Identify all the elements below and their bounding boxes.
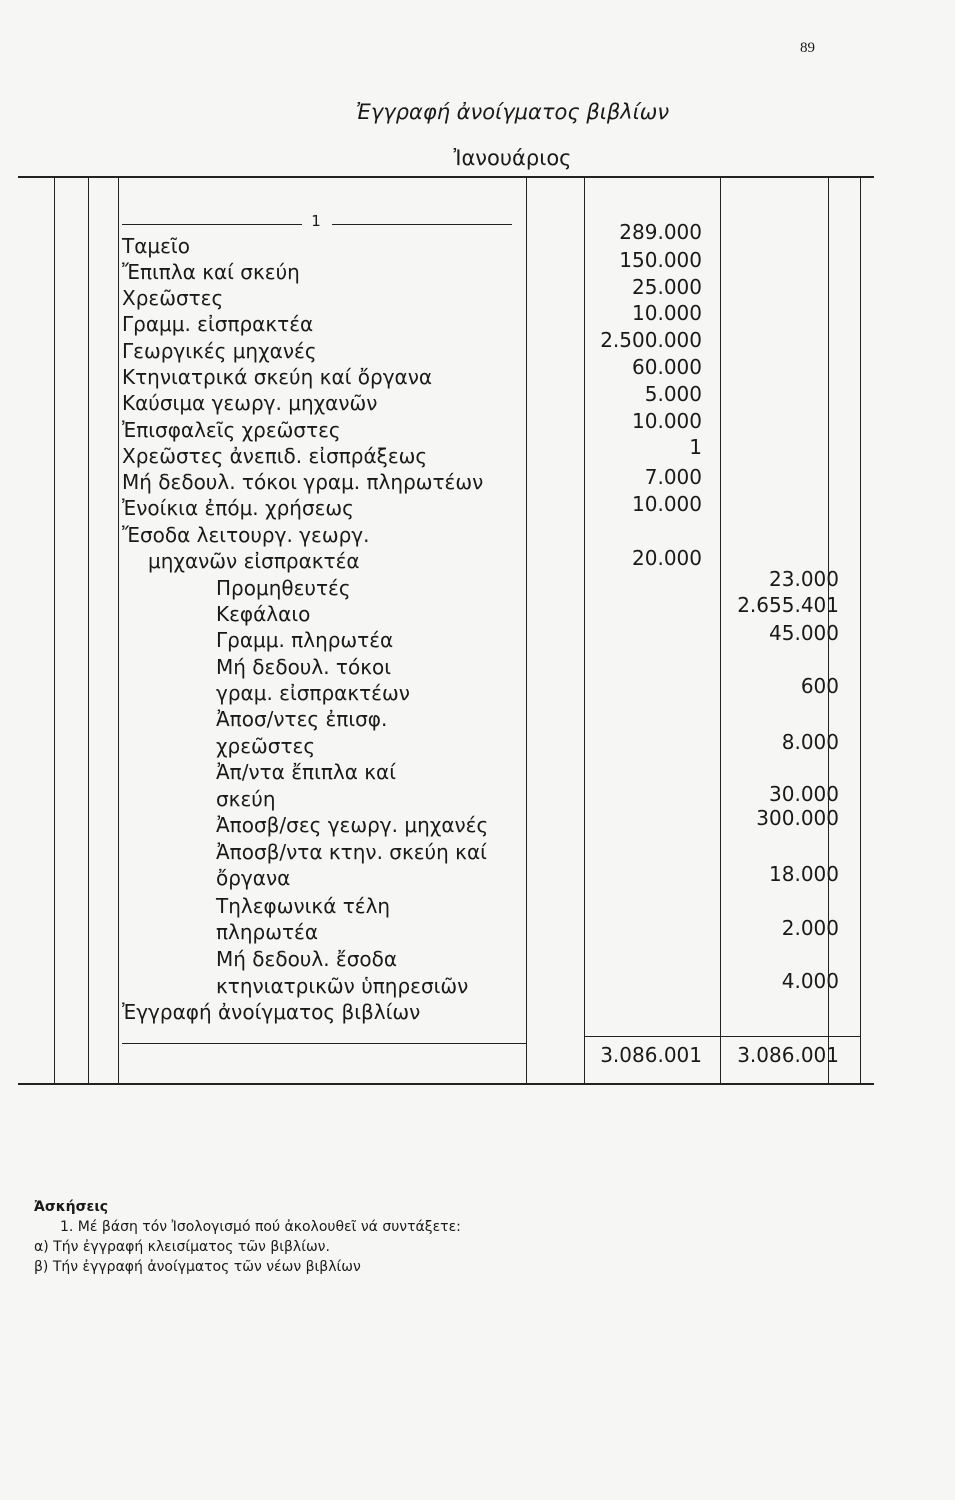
entry-separator bbox=[122, 212, 512, 230]
exercise-line: α) Τήν ἐγγραφή κλεισίματος τῶν βιβλίων. bbox=[34, 1239, 330, 1255]
debit-amount: 60.000 bbox=[632, 355, 702, 379]
debit-account: Χρεῶστες bbox=[122, 286, 224, 310]
credit-account: ὄργανα bbox=[216, 866, 291, 890]
debit-amount: 25.000 bbox=[632, 275, 702, 299]
exercises-heading: Ἀσκήσεις bbox=[34, 1199, 109, 1215]
debit-amount: 1 bbox=[689, 435, 702, 459]
credit-amount: 45.000 bbox=[769, 621, 839, 645]
column-rule bbox=[860, 178, 861, 1083]
debit-account: μηχανῶν εἰσπρακτέα bbox=[148, 549, 360, 573]
exercise-line: 1. Μέ βάση τόν Ἰσολογισμό πού ἀκολουθεῖ νά συντάξετε: bbox=[60, 1219, 461, 1235]
debit-amount: 20.000 bbox=[632, 546, 702, 570]
credit-amount: 23.000 bbox=[769, 567, 839, 591]
credit-account: Γραμμ. πληρωτέα bbox=[216, 628, 394, 652]
debit-amount: 5.000 bbox=[644, 382, 702, 406]
debit-account: Γραμμ. εἰσπρακτέα bbox=[122, 312, 314, 336]
credit-total: 3.086.001 bbox=[737, 1043, 839, 1067]
entry-closing-rule bbox=[122, 1043, 526, 1044]
credit-amount: 2.655.401 bbox=[737, 593, 839, 617]
credit-account: Ἀποσ/ντες ἐπισφ. bbox=[216, 707, 388, 731]
journal-table bbox=[18, 176, 874, 1085]
exercise-line: β) Τήν ἐγγραφή ἀνοίγματος τῶν νέων βιβλίων bbox=[34, 1259, 361, 1275]
entry-number: 1 bbox=[311, 212, 321, 230]
debit-amount: 10.000 bbox=[632, 301, 702, 325]
debit-amount: 10.000 bbox=[632, 409, 702, 433]
debit-total: 3.086.001 bbox=[600, 1043, 702, 1067]
column-rule bbox=[88, 178, 89, 1083]
credit-account: Ἀποσβ/ντα κτην. σκεύη καί bbox=[216, 840, 487, 864]
debit-account: Ἐνοίκια ἐπόμ. χρήσεως bbox=[122, 496, 354, 520]
debit-account: Καύσιμα γεωργ. μηχανῶν bbox=[122, 391, 378, 415]
credit-account: πληρωτέα bbox=[216, 920, 319, 944]
debit-amount: 2.500.000 bbox=[600, 328, 702, 352]
credit-amount: 30.000 bbox=[769, 782, 839, 806]
credit-account: χρεῶστες bbox=[216, 734, 316, 758]
credit-amount: 2.000 bbox=[781, 916, 839, 940]
month-heading: Ἰανουάριος bbox=[453, 146, 572, 170]
credit-account: Ἀπ/ντα ἔπιπλα καί bbox=[216, 760, 396, 784]
credit-amount: 300.000 bbox=[756, 806, 839, 830]
debit-account: Χρεῶστες ἀνεπιδ. εἰσπράξεως bbox=[122, 444, 428, 468]
debit-amount: 10.000 bbox=[632, 492, 702, 516]
debit-account: Ἔσοδα λειτουργ. γεωργ. bbox=[122, 523, 370, 547]
credit-account: κτηνιατρικῶν ὑπηρεσιῶν bbox=[216, 974, 469, 998]
credit-account: σκεύη bbox=[216, 787, 276, 811]
debit-account: Μή δεδουλ. τόκοι γραμ. πληρωτέων bbox=[122, 470, 484, 494]
credit-account: Μή δεδουλ. ἔσοδα bbox=[216, 947, 398, 971]
credit-amount: 4.000 bbox=[781, 969, 839, 993]
page-number: 89 bbox=[800, 40, 815, 56]
debit-account: Ἐπισφαλεῖς χρεῶστες bbox=[122, 418, 341, 442]
exercises-section bbox=[34, 1197, 461, 1277]
column-rule bbox=[54, 178, 55, 1083]
credit-account: Προμηθευτές bbox=[216, 576, 351, 600]
debit-account: Ταμεῖο bbox=[122, 234, 190, 258]
credit-account: Μή δεδουλ. τόκοι bbox=[216, 655, 391, 679]
credit-amount: 600 bbox=[800, 674, 839, 698]
credit-account: Κεφάλαιο bbox=[216, 602, 311, 626]
page-title: Ἐγγραφή ἀνοίγματος βιβλίων bbox=[355, 100, 670, 124]
debit-account: Ἔπιπλα καί σκεύη bbox=[122, 260, 300, 284]
credit-account: γραμ. εἰσπρακτέων bbox=[216, 681, 410, 705]
totals-rule bbox=[584, 1036, 860, 1037]
credit-account: Ἀποσβ/σες γεωργ. μηχανές bbox=[216, 813, 489, 837]
credit-amount: 8.000 bbox=[781, 730, 839, 754]
column-rule bbox=[118, 178, 119, 1083]
debit-account: Κτηνιατρικά σκεύη καί ὄργανα bbox=[122, 365, 433, 389]
column-rule bbox=[526, 178, 527, 1083]
debit-amount: 289.000 bbox=[619, 220, 702, 244]
credit-account: Τηλεφωνικά τέλη bbox=[216, 894, 391, 918]
narration: Ἐγγραφή ἀνοίγματος βιβλίων bbox=[122, 1000, 421, 1024]
debit-account: Γεωργικές μηχανές bbox=[122, 339, 317, 363]
debit-amount: 7.000 bbox=[644, 465, 702, 489]
debit-amount: 150.000 bbox=[619, 248, 702, 272]
credit-amount: 18.000 bbox=[769, 862, 839, 886]
